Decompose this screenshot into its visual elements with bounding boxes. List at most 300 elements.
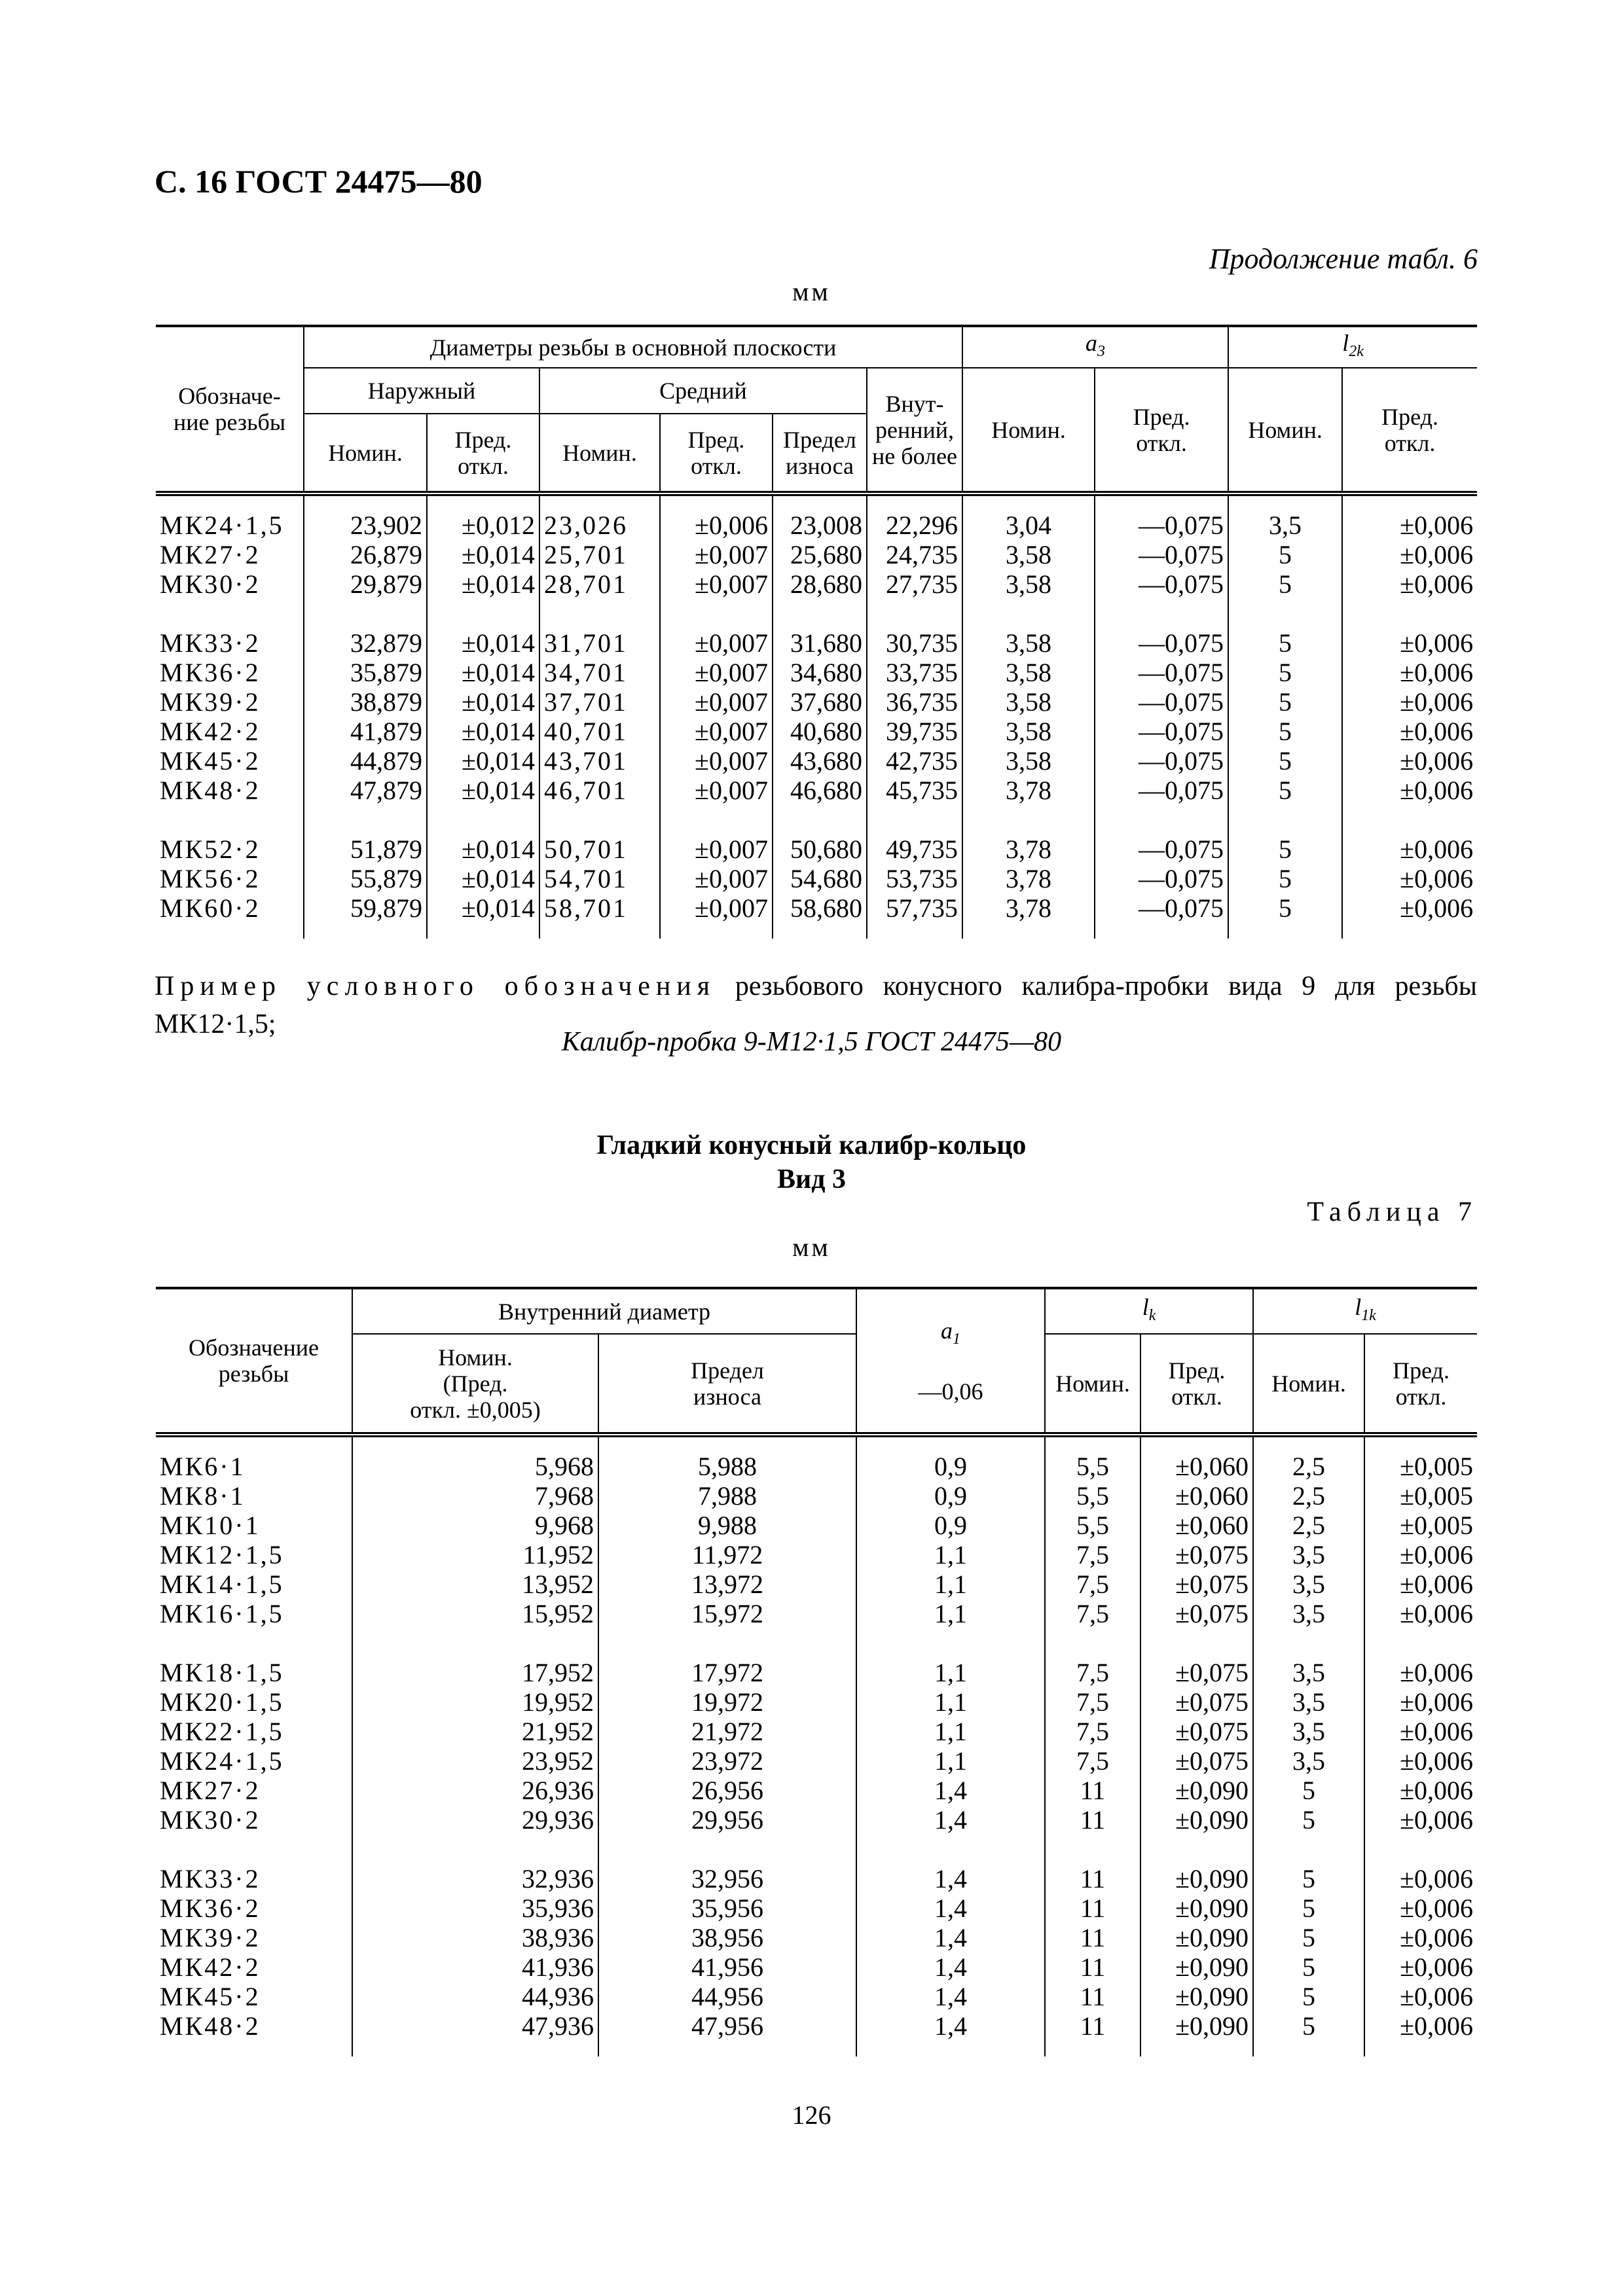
value-cell: 44,936 (352, 1982, 598, 2011)
value-cell: 1,4 (856, 1923, 1045, 1952)
value-cell: ±0,006 (1342, 540, 1477, 569)
table-row (156, 1687, 1477, 1717)
value-cell: 3,5 (1253, 1628, 1364, 1687)
value-cell: 11,972 (598, 1540, 856, 1570)
value-cell: 1,1 (856, 1687, 1045, 1717)
value-cell: 11 (1045, 1776, 1140, 1805)
value-cell: 2,5 (1253, 1435, 1364, 1481)
value-cell: ±0,007 (660, 658, 773, 687)
table-row (156, 1746, 1477, 1776)
value-cell: —0,075 (1095, 687, 1228, 717)
col-lk: $l_k$ (1045, 1288, 1253, 1334)
value-cell: ±0,006 (1342, 746, 1477, 776)
table-row (156, 1628, 1477, 1687)
thread-designation-cell: МК60·2 (156, 893, 304, 939)
col-inner-diameter: Внутренний диаметр (352, 1288, 856, 1334)
table-row (156, 1599, 1477, 1628)
value-cell: —0,075 (1095, 776, 1228, 805)
value-cell: ±0,007 (660, 776, 773, 805)
table-row (156, 893, 1477, 939)
value-cell: 7,5 (1045, 1717, 1140, 1746)
thread-designation-cell: МК36·2 (156, 1893, 352, 1923)
value-cell: 19,972 (598, 1687, 856, 1717)
table-row (156, 540, 1477, 569)
value-cell: 59,879 (304, 893, 427, 939)
value-cell: ±0,007 (660, 569, 773, 599)
value-cell: ±0,090 (1140, 1893, 1253, 1923)
table-row (156, 569, 1477, 599)
thread-designation-cell: МК16·1,5 (156, 1599, 352, 1628)
value-cell: 1,4 (856, 2011, 1045, 2056)
value-cell: 50,701 (539, 805, 660, 864)
value-cell: 11 (1045, 1952, 1140, 1982)
value-cell: 1,4 (856, 1805, 1045, 1835)
value-cell: ±0,006 (1364, 1893, 1477, 1923)
value-cell: 34,680 (773, 658, 867, 687)
value-cell: ±0,007 (660, 864, 773, 893)
table-row (156, 687, 1477, 717)
value-cell: ±0,007 (660, 805, 773, 864)
value-cell: 3,04 (962, 493, 1095, 540)
value-cell: 3,5 (1253, 1599, 1364, 1628)
value-cell: 39,735 (867, 717, 962, 746)
value-cell: ±0,006 (1364, 1923, 1477, 1952)
table-row (156, 864, 1477, 893)
value-cell: 7,988 (598, 1481, 856, 1511)
value-cell: 45,735 (867, 776, 962, 805)
col-l1k-nominal: Номин. (1253, 1334, 1364, 1435)
value-cell: 34,701 (539, 658, 660, 687)
value-cell: ±0,090 (1140, 1776, 1253, 1805)
value-cell: ±0,060 (1140, 1511, 1253, 1540)
table-6 (156, 325, 1477, 939)
table-row (156, 1570, 1477, 1599)
section-title: Гладкий конусный калибр-кольцо (596, 1130, 1027, 1160)
value-cell: ±0,014 (427, 864, 539, 893)
value-cell: 1,1 (856, 1717, 1045, 1746)
thread-designation-cell: МК30·2 (156, 1805, 352, 1835)
value-cell: 23,026 (539, 493, 660, 540)
value-cell: 32,936 (352, 1835, 598, 1893)
value-cell: 3,78 (962, 893, 1095, 939)
value-cell: 5 (1228, 687, 1342, 717)
value-cell: 5 (1253, 1835, 1364, 1893)
value-cell: 2,5 (1253, 1511, 1364, 1540)
table-row (156, 1982, 1477, 2011)
thread-designation-cell: МК56·2 (156, 864, 304, 893)
value-cell: ±0,075 (1140, 1628, 1253, 1687)
value-cell: —0,075 (1095, 717, 1228, 746)
value-cell: 3,58 (962, 717, 1095, 746)
table-label: Таблица 7 (1307, 1197, 1478, 1227)
value-cell: ±0,007 (660, 687, 773, 717)
value-cell: 54,701 (539, 864, 660, 893)
thread-designation-cell: МК24·1,5 (156, 493, 304, 540)
thread-designation-cell: МК20·1,5 (156, 1687, 352, 1717)
thread-designation-cell: МК24·1,5 (156, 1746, 352, 1776)
value-cell: 25,680 (773, 540, 867, 569)
example-text: резьбового конусного калибра-пробки вида 9 для резьбы МК12·1,5; (155, 971, 1477, 1039)
value-cell: ±0,075 (1140, 1717, 1253, 1746)
value-cell: 7,5 (1045, 1570, 1140, 1599)
col-outer-nominal: Номин. (304, 414, 427, 493)
value-cell: ±0,090 (1140, 1835, 1253, 1893)
table-row (156, 1435, 1477, 1481)
thread-designation-cell: МК18·1,5 (156, 1628, 352, 1687)
value-cell: 1,1 (856, 1599, 1045, 1628)
value-cell: 33,735 (867, 658, 962, 687)
value-cell: ±0,014 (427, 599, 539, 658)
value-cell: 31,680 (773, 599, 867, 658)
value-cell: 1,1 (856, 1540, 1045, 1570)
value-cell: 37,680 (773, 687, 867, 717)
value-cell: 26,936 (352, 1776, 598, 1805)
value-cell: ±0,075 (1140, 1570, 1253, 1599)
value-cell: 11 (1045, 2011, 1140, 2056)
thread-designation-cell: МК12·1,5 (156, 1540, 352, 1570)
value-cell: 5 (1253, 1982, 1364, 2011)
value-cell: ±0,014 (427, 893, 539, 939)
value-cell: 38,879 (304, 687, 427, 717)
value-cell: 5 (1228, 805, 1342, 864)
value-cell: 3,5 (1228, 493, 1342, 540)
thread-designation-cell: МК27·2 (156, 1776, 352, 1805)
value-cell: 5 (1228, 540, 1342, 569)
value-cell: 3,58 (962, 746, 1095, 776)
value-cell: —0,075 (1095, 805, 1228, 864)
value-cell: 49,735 (867, 805, 962, 864)
value-cell: 5 (1253, 1923, 1364, 1952)
value-cell: 23,008 (773, 493, 867, 540)
thread-designation-cell: МК42·2 (156, 717, 304, 746)
value-cell: ±0,090 (1140, 1982, 1253, 2011)
table-7 (156, 1287, 1477, 2056)
thread-designation-cell: МК10·1 (156, 1511, 352, 1540)
value-cell: ±0,007 (660, 599, 773, 658)
page-number: 126 (792, 2100, 831, 2130)
value-cell: 1,1 (856, 1628, 1045, 1687)
value-cell: 51,879 (304, 805, 427, 864)
table-row (156, 1776, 1477, 1805)
value-cell: 32,956 (598, 1835, 856, 1893)
value-cell: ±0,090 (1140, 1805, 1253, 1835)
table-row (156, 776, 1477, 805)
value-cell: 41,936 (352, 1952, 598, 1982)
value-cell: 23,952 (352, 1746, 598, 1776)
value-cell: 19,952 (352, 1687, 598, 1717)
value-cell: ±0,014 (427, 540, 539, 569)
value-cell: —0,075 (1095, 746, 1228, 776)
value-cell: 35,936 (352, 1893, 598, 1923)
value-cell: ±0,014 (427, 776, 539, 805)
value-cell: 3,5 (1253, 1717, 1364, 1746)
value-cell: 5 (1228, 776, 1342, 805)
value-cell: 54,680 (773, 864, 867, 893)
thread-designation-cell: МК33·2 (156, 599, 304, 658)
value-cell: 11 (1045, 1982, 1140, 2011)
value-cell: 5 (1253, 1893, 1364, 1923)
value-cell: 36,735 (867, 687, 962, 717)
value-cell: ±0,006 (1364, 1687, 1477, 1717)
value-cell: ±0,006 (1364, 2011, 1477, 2056)
col-outer-tolerance: Пред. откл. (427, 414, 539, 493)
value-cell: 58,701 (539, 893, 660, 939)
value-cell: 35,956 (598, 1893, 856, 1923)
value-cell: 43,701 (539, 746, 660, 776)
value-cell: 3,5 (1253, 1540, 1364, 1570)
value-cell: 37,701 (539, 687, 660, 717)
value-cell: ±0,006 (1342, 776, 1477, 805)
value-cell: 44,956 (598, 1982, 856, 2011)
value-cell: 38,936 (352, 1923, 598, 1952)
value-cell: 3,78 (962, 805, 1095, 864)
value-cell: 3,5 (1253, 1570, 1364, 1599)
table-row (156, 599, 1477, 658)
value-cell: ±0,012 (427, 493, 539, 540)
value-cell: ±0,006 (1342, 864, 1477, 893)
thread-designation-cell: МК45·2 (156, 1982, 352, 2011)
table-row (156, 1805, 1477, 1835)
value-cell: —0,075 (1095, 658, 1228, 687)
value-cell: 7,5 (1045, 1628, 1140, 1687)
value-cell: ±0,090 (1140, 2011, 1253, 2056)
col-l2k: $l_{2k}$ (1228, 326, 1477, 368)
value-cell: 3,58 (962, 658, 1095, 687)
value-cell: 23,902 (304, 493, 427, 540)
value-cell: 5,5 (1045, 1511, 1140, 1540)
value-cell: ±0,060 (1140, 1481, 1253, 1511)
value-cell: ±0,006 (1342, 717, 1477, 746)
value-cell: 7,5 (1045, 1687, 1140, 1717)
value-cell: 28,680 (773, 569, 867, 599)
value-cell: 0,9 (856, 1435, 1045, 1481)
value-cell: 0,9 (856, 1511, 1045, 1540)
value-cell: 24,735 (867, 540, 962, 569)
value-cell: ±0,006 (1342, 599, 1477, 658)
unit-label: мм (792, 277, 831, 306)
thread-designation-cell: МК45·2 (156, 746, 304, 776)
table-row (156, 2011, 1477, 2056)
col-a3: $a_3$ (962, 326, 1228, 368)
thread-designation-cell: МК48·2 (156, 776, 304, 805)
value-cell: ±0,014 (427, 717, 539, 746)
value-cell: 35,879 (304, 658, 427, 687)
value-cell: 5 (1253, 1952, 1364, 1982)
col-wear-limit: Предел износа (598, 1334, 856, 1435)
value-cell: 41,879 (304, 717, 427, 746)
value-cell: 5 (1228, 746, 1342, 776)
value-cell: ±0,060 (1140, 1435, 1253, 1481)
col-l1k-tolerance: Пред. откл. (1364, 1334, 1477, 1435)
value-cell: ±0,005 (1364, 1511, 1477, 1540)
value-cell: 5 (1228, 569, 1342, 599)
thread-designation-cell: МК39·2 (156, 687, 304, 717)
value-cell: 0,9 (856, 1481, 1045, 1511)
thread-designation-cell: МК14·1,5 (156, 1570, 352, 1599)
thread-designation-cell: МК22·1,5 (156, 1717, 352, 1746)
value-cell: 5 (1228, 864, 1342, 893)
thread-designation-cell: МК42·2 (156, 1952, 352, 1982)
value-cell: 29,956 (598, 1805, 856, 1835)
value-cell: ±0,006 (1364, 1717, 1477, 1746)
thread-designation-cell: МК48·2 (156, 2011, 352, 2056)
table-row (156, 1540, 1477, 1570)
value-cell: ±0,006 (1342, 658, 1477, 687)
value-cell: 3,58 (962, 599, 1095, 658)
value-cell: 1,4 (856, 1776, 1045, 1805)
col-outer: Наружный (304, 368, 539, 414)
value-cell: 5 (1253, 1776, 1364, 1805)
value-cell: 29,879 (304, 569, 427, 599)
unit-label-2: мм (792, 1232, 831, 1262)
value-cell: ±0,006 (1342, 805, 1477, 864)
value-cell: 17,972 (598, 1628, 856, 1687)
value-cell: 47,936 (352, 2011, 598, 2056)
value-cell: ±0,006 (1364, 1599, 1477, 1628)
value-cell: 7,968 (352, 1481, 598, 1511)
value-cell: 42,735 (867, 746, 962, 776)
value-cell: 21,972 (598, 1717, 856, 1746)
value-cell: 29,936 (352, 1805, 598, 1835)
value-cell: 32,879 (304, 599, 427, 658)
value-cell: ±0,006 (1364, 1540, 1477, 1570)
value-cell: ±0,006 (1364, 1952, 1477, 1982)
value-cell: ±0,007 (660, 746, 773, 776)
value-cell: 27,735 (867, 569, 962, 599)
page-header: С. 16 ГОСТ 24475—80 (155, 163, 483, 200)
value-cell: ±0,006 (1364, 1805, 1477, 1835)
value-cell: 17,952 (352, 1628, 598, 1687)
value-cell: 5,5 (1045, 1481, 1140, 1511)
value-cell: ±0,075 (1140, 1687, 1253, 1717)
value-cell: 2,5 (1253, 1481, 1364, 1511)
thread-designation-cell: МК8·1 (156, 1481, 352, 1511)
value-cell: 46,680 (773, 776, 867, 805)
col-a3-tolerance: Пред. откл. (1095, 368, 1228, 493)
value-cell: 5,5 (1045, 1435, 1140, 1481)
value-cell: 1,1 (856, 1570, 1045, 1599)
value-cell: 50,680 (773, 805, 867, 864)
value-cell: ±0,006 (1364, 1982, 1477, 2011)
value-cell: —0,075 (1095, 893, 1228, 939)
value-cell: —0,075 (1095, 864, 1228, 893)
value-cell: 26,956 (598, 1776, 856, 1805)
value-cell: 3,5 (1253, 1746, 1364, 1776)
table-row (156, 493, 1477, 540)
value-cell: ±0,014 (427, 805, 539, 864)
value-cell: ±0,007 (660, 540, 773, 569)
value-cell: 26,879 (304, 540, 427, 569)
thread-designation-cell: МК33·2 (156, 1835, 352, 1893)
table-row (156, 1481, 1477, 1511)
thread-designation-cell: МК52·2 (156, 805, 304, 864)
value-cell: ±0,075 (1140, 1540, 1253, 1570)
value-cell: 41,956 (598, 1952, 856, 1982)
value-cell: 11 (1045, 1835, 1140, 1893)
value-cell: 3,78 (962, 864, 1095, 893)
table-row (156, 1835, 1477, 1893)
value-cell: —0,075 (1095, 569, 1228, 599)
table-row (156, 1952, 1477, 1982)
col-l2k-nominal: Номин. (1228, 368, 1342, 493)
value-cell: 3,78 (962, 776, 1095, 805)
col-middle-wear: Предел износа (773, 414, 867, 493)
value-cell: 46,701 (539, 776, 660, 805)
col-middle-nominal: Номин. (539, 414, 660, 493)
table-row (156, 805, 1477, 864)
value-cell: 11 (1045, 1805, 1140, 1835)
value-cell: ±0,014 (427, 658, 539, 687)
value-cell: 5,968 (352, 1435, 598, 1481)
value-cell: ±0,007 (660, 893, 773, 939)
value-cell: 1,4 (856, 1835, 1045, 1893)
value-cell: 55,879 (304, 864, 427, 893)
value-cell: ±0,090 (1140, 1952, 1253, 1982)
value-cell: 44,879 (304, 746, 427, 776)
value-cell: ±0,006 (1364, 1776, 1477, 1805)
value-cell: ±0,006 (1364, 1570, 1477, 1599)
value-cell: ±0,075 (1140, 1746, 1253, 1776)
continuation-note: Продолжение табл. 6 (1209, 243, 1478, 275)
value-cell: ±0,006 (1364, 1628, 1477, 1687)
value-cell: 3,58 (962, 687, 1095, 717)
value-cell: ±0,007 (660, 717, 773, 746)
table-row (156, 658, 1477, 687)
value-cell: ±0,006 (1342, 687, 1477, 717)
value-cell: 1,1 (856, 1746, 1045, 1776)
section-subtitle: Вид 3 (777, 1164, 846, 1194)
value-cell: ±0,014 (427, 687, 539, 717)
col-designation: Обозначе- ние резьбы (156, 326, 304, 493)
table-row (156, 746, 1477, 776)
value-cell: 5 (1228, 599, 1342, 658)
value-cell: ±0,006 (1342, 893, 1477, 939)
table-row (156, 1717, 1477, 1746)
value-cell: ±0,006 (1342, 569, 1477, 599)
value-cell: 40,680 (773, 717, 867, 746)
value-cell: 25,701 (539, 540, 660, 569)
value-cell: —0,075 (1095, 599, 1228, 658)
value-cell: 13,952 (352, 1570, 598, 1599)
col-nominal-tolerance: Номин. (Пред. откл. ±0,005) (352, 1334, 598, 1435)
value-cell: 30,735 (867, 599, 962, 658)
value-cell: 38,956 (598, 1923, 856, 1952)
thread-designation-cell: МК30·2 (156, 569, 304, 599)
value-cell: 28,701 (539, 569, 660, 599)
col-a3-nominal: Номин. (962, 368, 1095, 493)
table-row (156, 1511, 1477, 1540)
value-cell: 3,5 (1253, 1687, 1364, 1717)
value-cell: 3,58 (962, 569, 1095, 599)
table-row (156, 1923, 1477, 1952)
value-cell: ±0,014 (427, 746, 539, 776)
value-cell: ±0,006 (1364, 1746, 1477, 1776)
example-designation: Калибр-пробка 9-М12·1,5 ГОСТ 24475—80 (561, 1027, 1062, 1057)
value-cell: 5 (1253, 2011, 1364, 2056)
value-cell: 5 (1228, 893, 1342, 939)
value-cell: 21,952 (352, 1717, 598, 1746)
col-designation: Обозначение резьбы (156, 1288, 352, 1435)
value-cell: 11 (1045, 1923, 1140, 1952)
value-cell: 11 (1045, 1893, 1140, 1923)
value-cell: 47,879 (304, 776, 427, 805)
value-cell: 9,968 (352, 1511, 598, 1540)
value-cell: 23,972 (598, 1746, 856, 1776)
value-cell: 1,4 (856, 1893, 1045, 1923)
thread-designation-cell: МК27·2 (156, 540, 304, 569)
col-middle: Средний (539, 368, 867, 414)
value-cell: 1,4 (856, 1982, 1045, 2011)
